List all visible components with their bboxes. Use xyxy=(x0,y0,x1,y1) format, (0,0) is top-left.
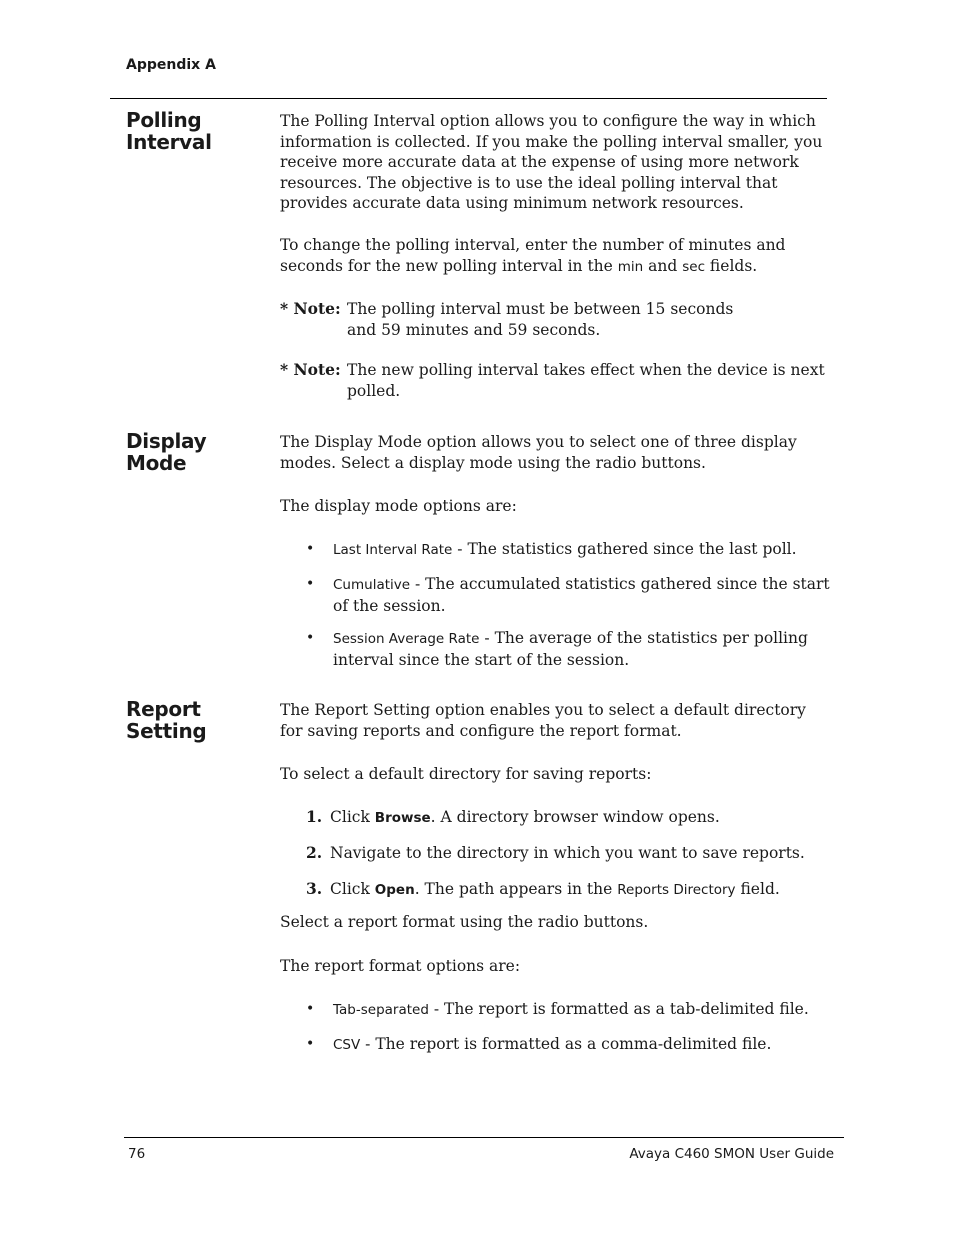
section-heading-display-mode xyxy=(126,430,266,474)
heading-line: Interval xyxy=(126,130,212,154)
list-item xyxy=(306,843,841,864)
bullet-icon: • xyxy=(306,541,315,557)
report-paragraph-1: The Report Setting option enables you to select a default directory for saving reports and configure the report format. xyxy=(280,701,806,740)
text-run: . A directory browser window opens. xyxy=(430,808,720,826)
field-name-min: min xyxy=(617,258,644,275)
bullet-icon: • xyxy=(306,1001,315,1017)
option-description: - The average of the statistics per polling interval since the start of the session. xyxy=(333,629,808,669)
list-item xyxy=(306,999,841,1021)
display-paragraph-1: The Display Mode option allows you to select one of three display modes. Select a display mode using the radio buttons. xyxy=(280,433,797,472)
polling-paragraph-1: The Polling Interval option allows you to configure the way in which information is collected. If you make the polling interval smaller, you receive more accurate data at the expense of using more network resources. The objective is to use the ideal polling interval that provides accurate data using minimum network resources. xyxy=(280,112,823,212)
heading-line: Setting xyxy=(126,719,207,743)
report-paragraph-2: To select a default directory for saving reports: xyxy=(280,765,652,783)
step-number: 2. xyxy=(306,843,323,862)
list-item xyxy=(306,807,841,829)
footer-title: Avaya C460 SMON User Guide xyxy=(629,1146,834,1162)
text-run: and xyxy=(643,256,683,275)
bullet-icon: • xyxy=(306,576,315,592)
section-heading-polling-interval xyxy=(126,109,266,153)
option-name: Last Interval Rate xyxy=(333,542,453,558)
list-item xyxy=(306,628,841,670)
text-run: To change the polling interval, enter the number of minutes and seconds for the new polling interval in the xyxy=(280,236,786,275)
note-text: The polling interval must be between 15 seconds and 59 minutes and 59 seconds. xyxy=(347,300,734,339)
polling-paragraph-2 xyxy=(280,235,840,277)
field-name-reports-directory: Reports Directory xyxy=(617,882,736,898)
list-item xyxy=(306,1034,841,1056)
field-name-sec: sec xyxy=(682,258,705,275)
text-run: Navigate to the directory in which you want to save reports. xyxy=(330,844,805,862)
heading-line: Polling xyxy=(126,108,202,132)
note-1 xyxy=(280,299,760,340)
option-name: CSV xyxy=(333,1037,361,1053)
report-paragraph-3: Select a report format using the radio buttons. xyxy=(280,913,649,931)
note-label: * Note: xyxy=(280,299,341,318)
option-description: - The report is formatted as a tab-delimited file. xyxy=(428,1000,809,1018)
note-2 xyxy=(280,360,825,401)
bullet-icon: • xyxy=(306,630,315,646)
text-run: fields. xyxy=(705,256,758,275)
bullet-icon: • xyxy=(306,1036,315,1052)
footer-rule xyxy=(124,1137,844,1138)
option-name: Session Average Rate xyxy=(333,631,480,647)
heading-line: Report xyxy=(126,697,201,721)
option-description: - The statistics gathered since the last poll. xyxy=(452,540,797,558)
option-name: Cumulative xyxy=(333,577,411,593)
report-paragraph-4: The report format options are: xyxy=(280,957,521,975)
note-label: * Note: xyxy=(280,360,341,379)
ui-button-name-browse: Browse xyxy=(374,810,431,826)
option-description: - The report is formatted as a comma-delimited file. xyxy=(360,1035,772,1053)
text-run: Click xyxy=(330,880,375,898)
step-number: 3. xyxy=(306,879,323,898)
list-item xyxy=(306,879,841,901)
heading-line: Mode xyxy=(126,451,187,475)
display-paragraph-2: The display mode options are: xyxy=(280,497,517,515)
list-item xyxy=(306,539,841,561)
text-run: . The path appears in the xyxy=(414,880,618,898)
header-label: Appendix A xyxy=(126,57,216,73)
heading-line: Display xyxy=(126,429,207,453)
note-text: The new polling interval takes effect when the device is next polled. xyxy=(347,361,825,400)
page-number: 76 xyxy=(128,1146,146,1162)
header-rule xyxy=(110,98,827,99)
section-heading-report-setting xyxy=(126,698,266,742)
list-item xyxy=(306,574,841,616)
text-run: field. xyxy=(735,880,780,898)
option-name: Tab-separated xyxy=(333,1002,429,1018)
text-run: Click xyxy=(330,808,375,826)
ui-button-name-open: Open xyxy=(374,882,415,898)
step-number: 1. xyxy=(306,807,323,826)
option-description: - The accumulated statistics gathered since the start of the session. xyxy=(333,575,830,615)
